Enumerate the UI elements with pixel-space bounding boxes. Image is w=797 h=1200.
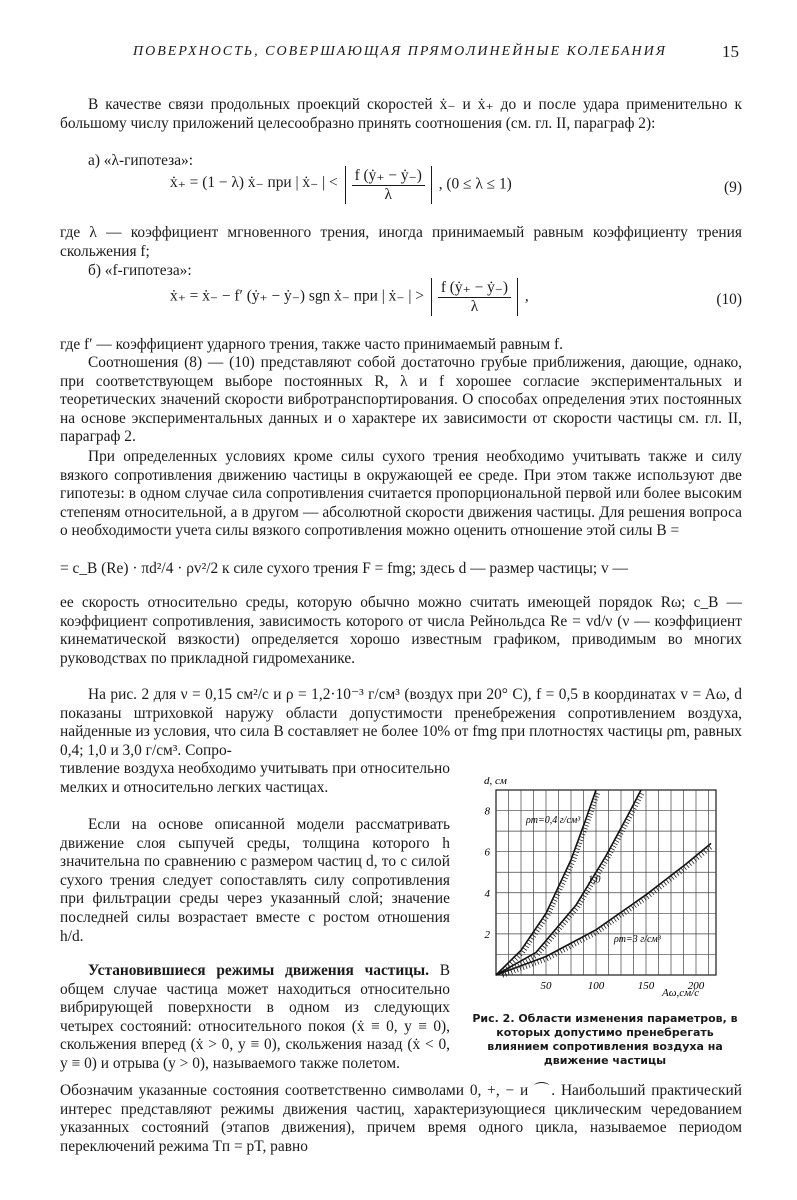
series-hatch [553, 899, 558, 901]
equation-9-numerator: f (ẏ₊ − ẏ₋) [352, 166, 425, 186]
series-hatch [588, 813, 593, 815]
series-hatch [525, 958, 527, 962]
series-hatch [549, 955, 551, 959]
series-hatch [629, 813, 633, 815]
y-tick-label: 6 [484, 846, 490, 859]
series-hatch [628, 816, 632, 818]
series-hatch [534, 961, 536, 966]
curve-label: ρm=3 г/см³ [614, 934, 661, 946]
series-hatch [510, 962, 514, 966]
series-hatch [564, 919, 568, 922]
series-hatch [614, 918, 617, 922]
series-hatch [575, 848, 580, 850]
series-hatch [590, 807, 595, 809]
series-hatch [537, 960, 539, 965]
x-tick-label: 100 [587, 980, 605, 992]
series-hatch [640, 793, 644, 795]
series-hatch [572, 857, 577, 859]
series-hatch [615, 840, 619, 842]
equation-10-denominator: λ [470, 298, 479, 315]
equation-9-condition: , (0 ≤ λ ≤ 1) [438, 175, 512, 193]
series-hatch [593, 931, 595, 935]
curve-label: 1,0 [588, 874, 601, 886]
series-hatch [578, 903, 582, 906]
y-axis-label: d, см [484, 775, 507, 787]
paragraph-7: Обозначим указанные состояния соответственно символами 0, +, − и ⌒. Наибольший практический интерес представляют режимы движения частиц, характеризующиеся циклическим чередованием указанных состояний (этапов движения), причем время одного цикла, называемое периодом переключений режима Tп = pT, равно [60, 1082, 742, 1155]
series-hatch [554, 896, 559, 898]
series-hatch [523, 948, 527, 951]
series-hatch [616, 837, 620, 839]
series-hatch [560, 924, 564, 927]
series-hatch [550, 936, 554, 939]
series-hatch [565, 946, 567, 950]
series-hatch [577, 940, 579, 944]
series-hatch [587, 816, 592, 818]
figure-caption: Рис. 2. Области изменения параметров, в которых допустимо пренебрегать влиянием сопротивления воздуха на движение частицы [472, 1012, 738, 1067]
series-hatch [581, 833, 586, 835]
series-hatch [666, 879, 669, 883]
equation-9-denominator: λ [384, 186, 392, 203]
series-hatch [641, 898, 644, 902]
series-hatch [596, 930, 599, 934]
series-hatch [607, 853, 611, 855]
after-equation-9: где λ — коэффициент мгновенного трения, иногда принимаемый равным коэффициенту трения скольжения f; [60, 224, 742, 260]
page-number: 15 [722, 42, 739, 61]
series-hatch [659, 885, 662, 889]
series-hatch [686, 864, 689, 868]
series-hatch [539, 924, 543, 927]
figure-2-chart [466, 770, 746, 1010]
series-hatch [601, 926, 604, 930]
series-hatch [574, 942, 576, 946]
series-hatch [562, 922, 566, 925]
series-hatch [516, 955, 520, 959]
series-hatch [547, 911, 552, 913]
y-tick-label: 8 [484, 805, 490, 818]
series-hatch [528, 963, 530, 968]
series-hatch [598, 869, 602, 872]
y-tick-label: 2 [484, 928, 490, 941]
equation-10-fraction [431, 278, 518, 316]
series-hatch [512, 959, 516, 963]
series-hatch [590, 933, 592, 937]
running-title: ПОВЕРХНОСТЬ, СОВЕРШАЮЩАЯ ПРЯМОЛИНЕЙНЫЕ КОЛЕБАНИЯ [133, 44, 667, 59]
series-hatch [564, 874, 569, 876]
item-b: б) «f-гипотеза»: [88, 262, 192, 279]
series-hatch [632, 807, 636, 809]
series-hatch [654, 889, 657, 893]
series-hatch [701, 852, 704, 856]
series-hatch [699, 854, 702, 858]
series-hatch [691, 860, 694, 864]
series-hatch [584, 825, 589, 827]
series-hatch [551, 902, 556, 904]
series-hatch [638, 796, 642, 798]
x-tick-label: 200 [687, 980, 705, 992]
x-tick-label: 150 [637, 980, 655, 992]
series-hatch [535, 929, 539, 932]
series-hatch [570, 863, 575, 865]
series-hatch [577, 842, 582, 844]
intro-paragraph: В качестве связи продольных проекций скоростей ẋ₋ и ẋ₊ до и после удара применительно к большому числу приложений целесообразно принять соотношения (см. гл. II, параграф 2): [60, 96, 742, 132]
chart-curve-labels [525, 815, 662, 945]
series-hatch [517, 967, 519, 972]
series-hatch [616, 916, 619, 920]
series-hatch [661, 883, 664, 887]
series-hatch [634, 904, 637, 908]
after-equation-10: где f′ — коэффициент ударного трения, также часто принимаемый равным f. [60, 336, 563, 353]
series-hatch [611, 919, 614, 923]
equation-10-lhs: ẋ₊ = ẋ₋ − f′ (ẏ₊ − ẏ₋) sgn ẋ₋ при | ẋ₋ | > [170, 287, 424, 305]
series-hatch [604, 925, 607, 929]
series-hatch [634, 804, 638, 806]
series-hatch [549, 908, 554, 910]
paragraph-6 [60, 962, 450, 1074]
item-a: а) «λ-гипотеза»: [88, 152, 193, 169]
equation-10 [60, 278, 742, 328]
series-hatch [585, 936, 587, 940]
series-hatch [531, 955, 533, 959]
series-hatch [586, 819, 591, 821]
series-hatch [528, 940, 532, 943]
series-hatch [531, 962, 533, 967]
series-hatch [604, 858, 608, 861]
series-hatch [689, 862, 692, 866]
equation-9 [60, 166, 742, 216]
series-hatch [625, 821, 629, 823]
paragraph-4: На рис. 2 для ν = 0,15 см²/с и ρ = 1,2·10⁻³ г/см³ (воздух при 20° С), f = 0,5 в координатах v = Aω, d показаны штриховкой наружу области допустимости пренебрежения сопротивлением воздуха, найденные из условия, что сила B составляет не более 10% от fmg при плотностях частицы ρm, равных 0,4; 1,0 и 3,0 г/см³. Сопро- [60, 686, 742, 759]
series-hatch [546, 941, 550, 944]
equation-9-body [170, 166, 730, 216]
series-hatch [560, 949, 562, 953]
paragraph-4-continued: тивление воздуха необходимо учитывать при относительно мелких и относительно легких частицах. [60, 760, 450, 796]
series-hatch [562, 880, 567, 882]
series-hatch [613, 843, 617, 845]
equation-9-number: (9) [724, 179, 742, 196]
series-hatch [579, 939, 581, 943]
series-hatch [585, 890, 589, 893]
series-hatch [600, 866, 604, 869]
series-hatch [514, 968, 516, 973]
series-hatch [555, 894, 560, 896]
series-hatch [610, 848, 614, 850]
paragraph-3a: При определенных условиях кроме силы сухого трения необходимо учитывать также и силу вязкого сопротивления движению частицы в окружающей ее среде. При этом также используют две гипотезы: в одном случае сила сопротивления считается пропорциональной первой или более высоким степеням относительной, а в другом — абсолютной скорости движения частицы. Для решения вопроса о необходимости учета силы вязкого сопротивления можно оценить отношение этой силы B = [60, 448, 742, 540]
series-hatch [543, 958, 545, 963]
series-hatch [525, 964, 527, 969]
series-hatch [609, 921, 612, 925]
series-hatch [522, 965, 524, 970]
series-hatch [559, 885, 564, 887]
series-hatch [626, 819, 630, 821]
series-hatch [521, 950, 525, 953]
series-hatch [576, 905, 580, 908]
series-hatch [621, 912, 624, 916]
series-hatch [579, 900, 583, 903]
series-hatch [537, 927, 541, 930]
series-hatch [646, 895, 649, 899]
series-hatch [679, 870, 682, 874]
curve-label: ρm=0,4 г/см³ [526, 814, 581, 826]
series-hatch [588, 934, 590, 938]
series-hatch [570, 912, 574, 915]
paragraph-3c: ее скорость относительно среды, которую обычно можно считать имеющей порядок Rω; c_B — коэффициент сопротивления, зависимость которого от числа Рейнольдса Re = vd/ν (ν — коэффициент кинематической вязкости) определяется хорошо известным графиком, приводимым во многих руководствах по прикладной гидромеханике. [60, 594, 742, 667]
series-hatch [546, 957, 548, 961]
series-hatch [525, 945, 529, 948]
series-hatch [514, 957, 518, 961]
series-hatch [540, 948, 544, 951]
paragraph-6-body: В общем случае частица может находиться относительно вибрирующей поверхности в одном из следующих четырех состояний: относительного покоя (ẋ ≡ 0, y ≡ 0), скольжения вперед (ẋ > 0, y ≡ 0), скольжения назад (ẋ < 0, y ≡ 0) и отрыва (y > 0), называемого также полетом. [60, 962, 450, 1072]
series-hatch [587, 887, 591, 890]
series-hatch [649, 893, 652, 897]
series-hatch [576, 845, 581, 847]
series-hatch [550, 905, 555, 907]
series-hatch [612, 845, 616, 847]
series-hatch [709, 846, 712, 850]
series-hatch [639, 900, 642, 904]
series-hatch [696, 856, 699, 860]
series-hatch [635, 802, 639, 804]
x-tick-label: 50 [540, 980, 552, 992]
series-hatch [566, 917, 570, 920]
series-hatch [593, 799, 598, 801]
series-hatch [528, 957, 530, 961]
series-hatch [582, 895, 586, 898]
series-hatch [626, 909, 629, 913]
series-hatch [684, 866, 687, 870]
series-hatch [599, 928, 602, 932]
series-hatch [572, 910, 576, 913]
x-axis-label: Aω,см/с [662, 987, 700, 999]
series-hatch [585, 822, 590, 824]
series-hatch [579, 839, 584, 841]
series-hatch [594, 796, 599, 798]
series-hatch [674, 874, 677, 878]
equation-9-fraction [345, 166, 432, 204]
equation-10-number: (10) [716, 291, 742, 308]
series-hatch [671, 876, 674, 880]
series-hatch [573, 854, 578, 856]
series-hatch [623, 824, 627, 826]
series-hatch [571, 860, 576, 862]
equation-9-lhs: ẋ₊ = (1 − λ) ẋ₋ при | ẋ₋ | < [170, 173, 338, 191]
series-hatch [568, 945, 570, 949]
paragraph-6-heading: Установившиеся режимы движения частицы. [88, 962, 429, 979]
series-hatch [568, 866, 573, 868]
series-hatch [548, 938, 552, 941]
series-hatch [541, 921, 545, 924]
series-hatch [542, 945, 546, 948]
series-hatch [603, 861, 607, 864]
series-hatch [556, 929, 560, 932]
paragraph-3b: = c_B (Re) · πd²/4 · ρv²/2 к силе сухого трения F = fmg; здесь d — размер частицы; v — [60, 560, 628, 577]
series-hatch [563, 877, 568, 879]
series-hatch [560, 882, 565, 884]
y-tick-label: 4 [484, 887, 490, 900]
series-hatch [538, 950, 542, 953]
paragraph-2: Соотношения (8) — (10) представляют собой достаточно грубые приближения, дающие, однако, при соответствующем выборе постоянных R, λ и f хорошее согласие экспериментальных и теоретических значений скорости вибротранспортирования. О способах определения этих постоянных на основе экспериментальных данных и о характере их зависимости от скорости частицы см. гл. II, параграф 2. [60, 354, 742, 446]
series-hatch [637, 799, 641, 801]
series-hatch [664, 881, 667, 885]
series-hatch [526, 942, 530, 945]
series-hatch [536, 952, 540, 955]
series-hatch [591, 804, 596, 806]
series-hatch [581, 897, 585, 900]
series-hatch [624, 911, 627, 915]
series-hatch [629, 907, 632, 911]
series-hatch [540, 959, 542, 964]
paragraph-5: Если на основе описанной модели рассматривать движение слоя сыпучей среды, толщина которого h значительна по сравнению с размером частиц d, то с силой сухого трения следует сопоставлять силу сопротивления при фильтрации среды через указанный слой; значение последней силы возрастает вместе с ростом отношения h/d. [60, 816, 450, 945]
equation-10-numerator: f (ẏ₊ − ẏ₋) [438, 278, 511, 298]
series-hatch [511, 970, 513, 975]
series-hatch [571, 943, 573, 947]
series-hatch [601, 864, 605, 867]
series-line [496, 843, 711, 975]
series-hatch [636, 902, 639, 906]
equation-10-condition: , [524, 287, 529, 305]
series-hatch [563, 948, 565, 952]
series-hatch [574, 907, 578, 910]
series-hatch [622, 827, 626, 829]
equation-10-body [170, 278, 730, 328]
